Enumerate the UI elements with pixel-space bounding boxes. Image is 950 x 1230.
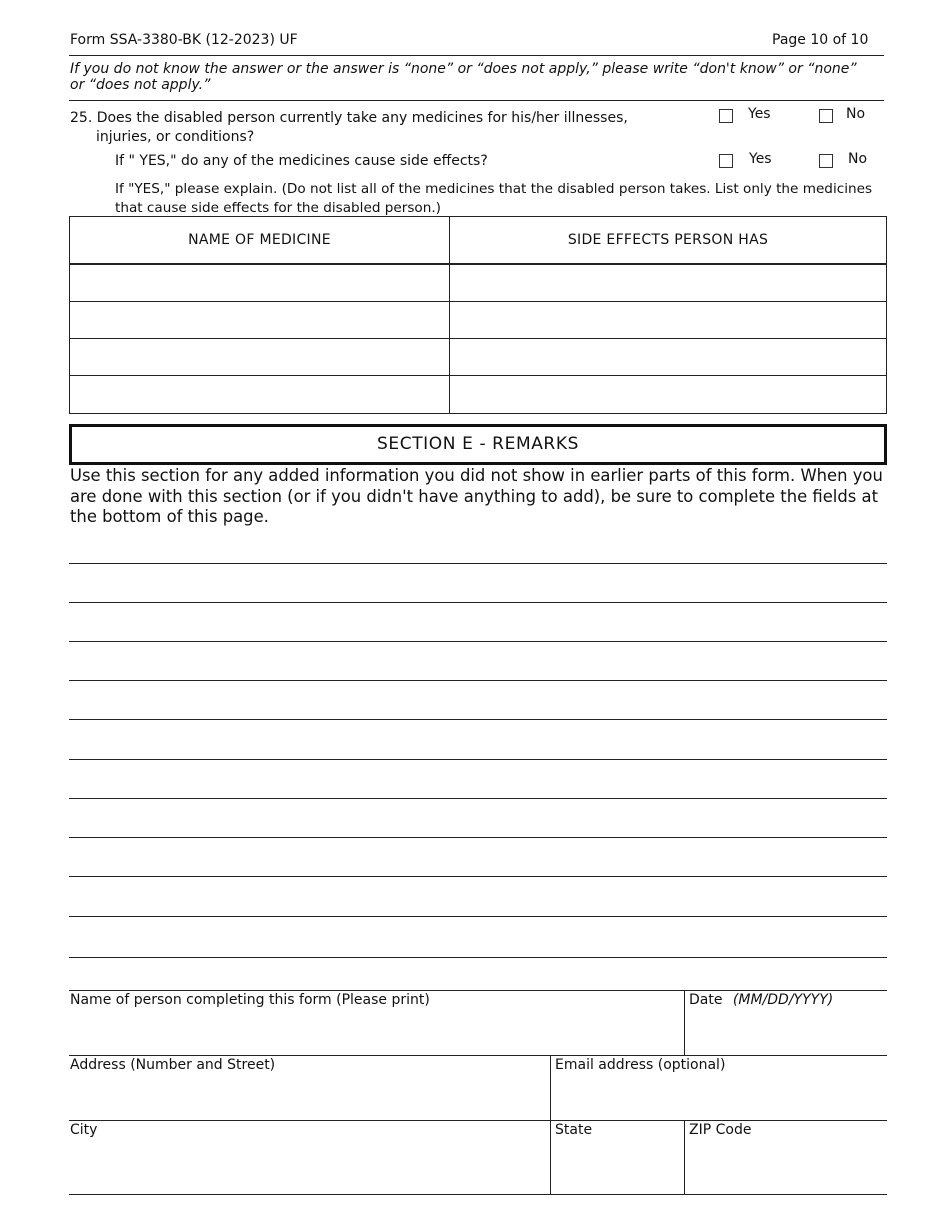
table-row xyxy=(70,264,887,302)
state-label: State xyxy=(555,1122,593,1138)
col-medicine-name: NAME OF MEDICINE xyxy=(70,217,450,265)
side-effects-cell[interactable] xyxy=(450,302,887,339)
form-id: Form SSA-3380-BK (12-2023) UF xyxy=(70,32,298,48)
q25-yes-label: Yes xyxy=(748,106,771,122)
q25-no-checkbox[interactable] xyxy=(819,109,833,123)
page-number: Page 10 of 10 xyxy=(772,32,869,48)
q25-line2: injuries, or conditions? xyxy=(96,129,255,145)
remarks-line xyxy=(69,916,887,917)
table-row xyxy=(70,339,887,376)
remarks-line xyxy=(69,837,887,838)
medicine-table xyxy=(69,216,887,414)
address-field[interactable] xyxy=(69,1055,551,1120)
side-effects-yes-checkbox[interactable] xyxy=(719,154,733,168)
remarks-line xyxy=(69,680,887,681)
medicine-name-cell[interactable] xyxy=(70,264,450,302)
section-e-instructions: Use this section for any added information you did not show in earlier parts of this form. When you are done with this section (or if you didn't have anything to add), be sure to complete the fields at the bottom of this page. xyxy=(70,466,883,526)
q25-followup: If " YES," do any of the medicines cause side effects? xyxy=(115,153,488,169)
date-format-hint: (MM/DD/YYYY) xyxy=(732,992,834,1008)
col-side-effects: SIDE EFFECTS PERSON HAS xyxy=(450,217,887,265)
q25-no-label: No xyxy=(846,106,866,122)
remarks-line xyxy=(69,876,887,877)
table-header-row xyxy=(70,217,887,265)
address-label: Address (Number and Street) xyxy=(70,1057,276,1073)
instruction-text: If you do not know the answer or the answer is “none” or “does not apply,” please write “don't know” or “none” or “does not apply.” xyxy=(70,61,857,93)
city-field[interactable] xyxy=(69,1120,551,1194)
q25-yes-checkbox[interactable] xyxy=(719,109,733,123)
side-effects-cell[interactable] xyxy=(450,264,887,302)
header-divider xyxy=(69,55,884,56)
side-effects-no-label: No xyxy=(848,151,868,167)
side-effects-cell[interactable] xyxy=(450,376,887,414)
date-label: Date xyxy=(689,992,723,1008)
name-label: Name of person completing this form (Please print) xyxy=(70,992,430,1008)
medicine-name-cell[interactable] xyxy=(70,302,450,339)
q25-explain: If "YES," please explain. (Do not list all of the medicines that the disabled person takes. List only the medicines that cause side effects for the disabled person.) xyxy=(115,181,873,216)
side-effects-cell[interactable] xyxy=(450,339,887,376)
side-effects-no-checkbox[interactable] xyxy=(819,154,833,168)
remarks-line xyxy=(69,719,887,720)
q25-line1: 25. Does the disabled person currently take any medicines for his/her illnesses, xyxy=(70,110,628,126)
city-label: City xyxy=(70,1122,98,1138)
state-field[interactable] xyxy=(551,1120,685,1194)
name-field[interactable] xyxy=(69,990,685,1055)
table-row xyxy=(70,376,887,414)
date-field[interactable] xyxy=(685,990,887,1055)
remarks-line xyxy=(69,641,887,642)
table-row xyxy=(70,302,887,339)
zip-label: ZIP Code xyxy=(689,1122,752,1138)
side-effects-yes-label: Yes xyxy=(749,151,772,167)
section-e-title: SECTION E - REMARKS xyxy=(69,424,887,465)
email-label: Email address (optional) xyxy=(555,1057,726,1073)
remarks-line xyxy=(69,798,887,799)
remarks-area[interactable] xyxy=(69,530,887,960)
medicine-name-cell[interactable] xyxy=(70,376,450,414)
remarks-line xyxy=(69,563,887,564)
remarks-line xyxy=(69,957,887,958)
zip-field[interactable] xyxy=(685,1120,887,1194)
remarks-line xyxy=(69,759,887,760)
medicine-name-cell[interactable] xyxy=(70,339,450,376)
fields-bottom-line xyxy=(69,1194,887,1195)
instruction-divider xyxy=(69,100,884,101)
remarks-line xyxy=(69,602,887,603)
email-field[interactable] xyxy=(551,1055,887,1120)
